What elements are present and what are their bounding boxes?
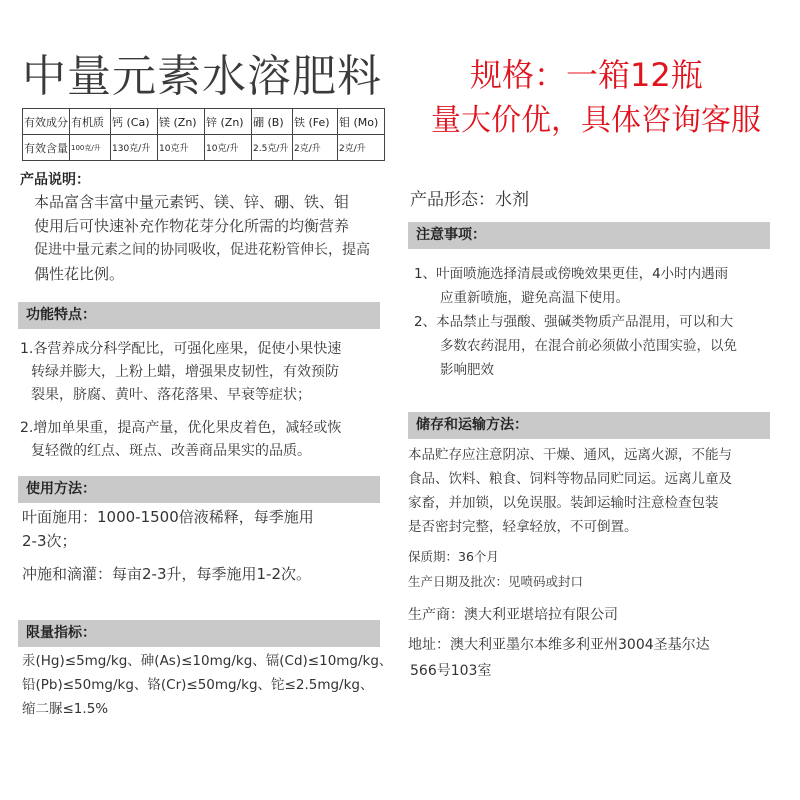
product-form: 产品形态：水剂 bbox=[410, 190, 529, 210]
limits-heading-bar bbox=[18, 620, 380, 647]
usage-heading: 使用方法： bbox=[26, 481, 96, 497]
table-cell: 硼 (B) bbox=[252, 109, 293, 135]
text-line: 冲施和滴灌：每亩2-3升，每季施用1-2次。 bbox=[22, 565, 312, 583]
table-cell: 2.5克/升 bbox=[252, 135, 293, 161]
table-cell: 130克/升 bbox=[111, 135, 158, 161]
text-line: 2-3次； bbox=[22, 532, 77, 550]
table-cell: 10克升 bbox=[158, 135, 205, 161]
storage-heading: 储存和运输方法： bbox=[416, 417, 528, 433]
table-cell: 有机质 bbox=[70, 109, 111, 135]
list-item-line: 应重新喷施，避免高温下使用。 bbox=[440, 290, 629, 306]
text-line: 是否密封完整，轻拿轻放，不可倒置。 bbox=[408, 519, 638, 535]
text-line: 食品、饮料、粮食、饲料等物品同贮同运。远离儿童及 bbox=[408, 471, 732, 487]
table-cell: 10克/升 bbox=[205, 135, 252, 161]
features-list bbox=[20, 338, 341, 463]
limits-heading: 限量指标： bbox=[26, 625, 96, 641]
table-cell: 镁 (Zn) bbox=[158, 109, 205, 135]
list-item-line: 1、叶面喷施选择清晨或傍晚效果更佳，4小时内遇雨 bbox=[414, 266, 729, 282]
table-cell: 锌 (Zn) bbox=[205, 109, 252, 135]
text-line: 家畜，并加锁，以免误服。装卸运输时注意检查包装 bbox=[408, 495, 719, 511]
storage-heading-bar bbox=[408, 412, 770, 439]
table-cell: 钙 (Ca) bbox=[111, 109, 158, 135]
table-cell: 有效成分 bbox=[23, 109, 70, 135]
notes-heading: 注意事项： bbox=[416, 227, 486, 243]
text-line: 地址：澳大利亚墨尔本维多利亚州3004圣基尔达 bbox=[408, 637, 710, 653]
nutrient-table bbox=[22, 108, 385, 161]
text-line: 566号103室 bbox=[410, 663, 492, 679]
text-line: 缩二脲≤1.5% bbox=[22, 701, 109, 717]
text-line: 铅(Pb)≤50mg/kg、铬(Cr)≤50mg/kg、铊≤2.5mg/kg、 bbox=[22, 677, 374, 693]
usage-text bbox=[22, 505, 314, 586]
table-cell: 铁 (Fe) bbox=[293, 109, 338, 135]
list-item-line: 1.各营养成分科学配比，可强化座果，促使小果快速 bbox=[20, 341, 342, 357]
usage-heading-bar bbox=[18, 476, 380, 503]
producer: 生产商：澳大利亚堪培拉有限公司 bbox=[408, 607, 618, 623]
list-item-line: 2、本品禁止与强酸、强碱类物质产品混用，可以和大 bbox=[414, 314, 734, 330]
product-desc-heading: 产品说明： bbox=[20, 172, 90, 188]
text-line: 本品富含丰富中量元素钙、镁、锌、硼、铁、钼 bbox=[34, 193, 350, 211]
table-cell: 钼 (Mo) bbox=[338, 109, 385, 135]
table-header-row bbox=[23, 109, 385, 135]
product-desc-text bbox=[34, 190, 370, 286]
notes-heading-bar bbox=[408, 222, 770, 249]
table-cell: 2克/升 bbox=[338, 135, 385, 161]
batch-info: 生产日期及批次：见喷码或封口 bbox=[408, 574, 584, 589]
text-line: 叶面施用：1000-1500倍液稀释，每季施用 bbox=[22, 508, 314, 526]
spec-text: 规格：一箱12瓶 bbox=[470, 56, 703, 94]
list-item-line: 影响肥效 bbox=[440, 362, 494, 378]
list-item-line: 多数农药混用，在混合前必须做小范围实验，以免 bbox=[440, 338, 737, 354]
storage-text bbox=[408, 443, 732, 539]
text-line: 促进中量元素之间的协同吸收，促进花粉管伸长，提高 bbox=[34, 242, 370, 258]
notes-list bbox=[414, 262, 737, 382]
text-line: 汞(Hg)≤5mg/kg、砷(As)≤10mg/kg、镉(Cd)≤10mg/kg、 bbox=[22, 653, 393, 669]
features-heading-bar bbox=[18, 302, 380, 329]
list-item-line: 裂果，脐腐、黄叶、落花落果、早衰等症状； bbox=[31, 387, 311, 403]
promo-text: 量大价优，具体咨询客服 bbox=[431, 103, 761, 138]
list-item-line: 2.增加单果重，提高产量，优化果皮着色，减轻或恢 bbox=[20, 420, 342, 436]
table-cell: 2克/升 bbox=[293, 135, 338, 161]
address bbox=[408, 632, 710, 684]
shelf-life: 保质期：36个月 bbox=[408, 549, 499, 564]
limits-text bbox=[22, 649, 392, 721]
text-line: 偶性花比例。 bbox=[34, 265, 125, 283]
features-heading: 功能特点： bbox=[26, 307, 96, 323]
table-value-row bbox=[23, 135, 385, 161]
product-title: 中量元素水溶肥料 bbox=[22, 51, 382, 102]
list-item-line: 复轻微的红点、斑点、改善商品果实的品质。 bbox=[31, 443, 311, 459]
table-cell: 有效含量 bbox=[23, 135, 70, 161]
list-item-line: 转绿并膨大，上粉上蜡，增强果皮韧性，有效预防 bbox=[31, 364, 339, 380]
table-cell: 100克/升 bbox=[70, 135, 111, 161]
text-line: 本品贮存应注意阴凉、干燥、通风，远离火源，不能与 bbox=[408, 447, 732, 463]
text-line: 使用后可快速补充作物花芽分化所需的均衡营养 bbox=[34, 217, 350, 235]
